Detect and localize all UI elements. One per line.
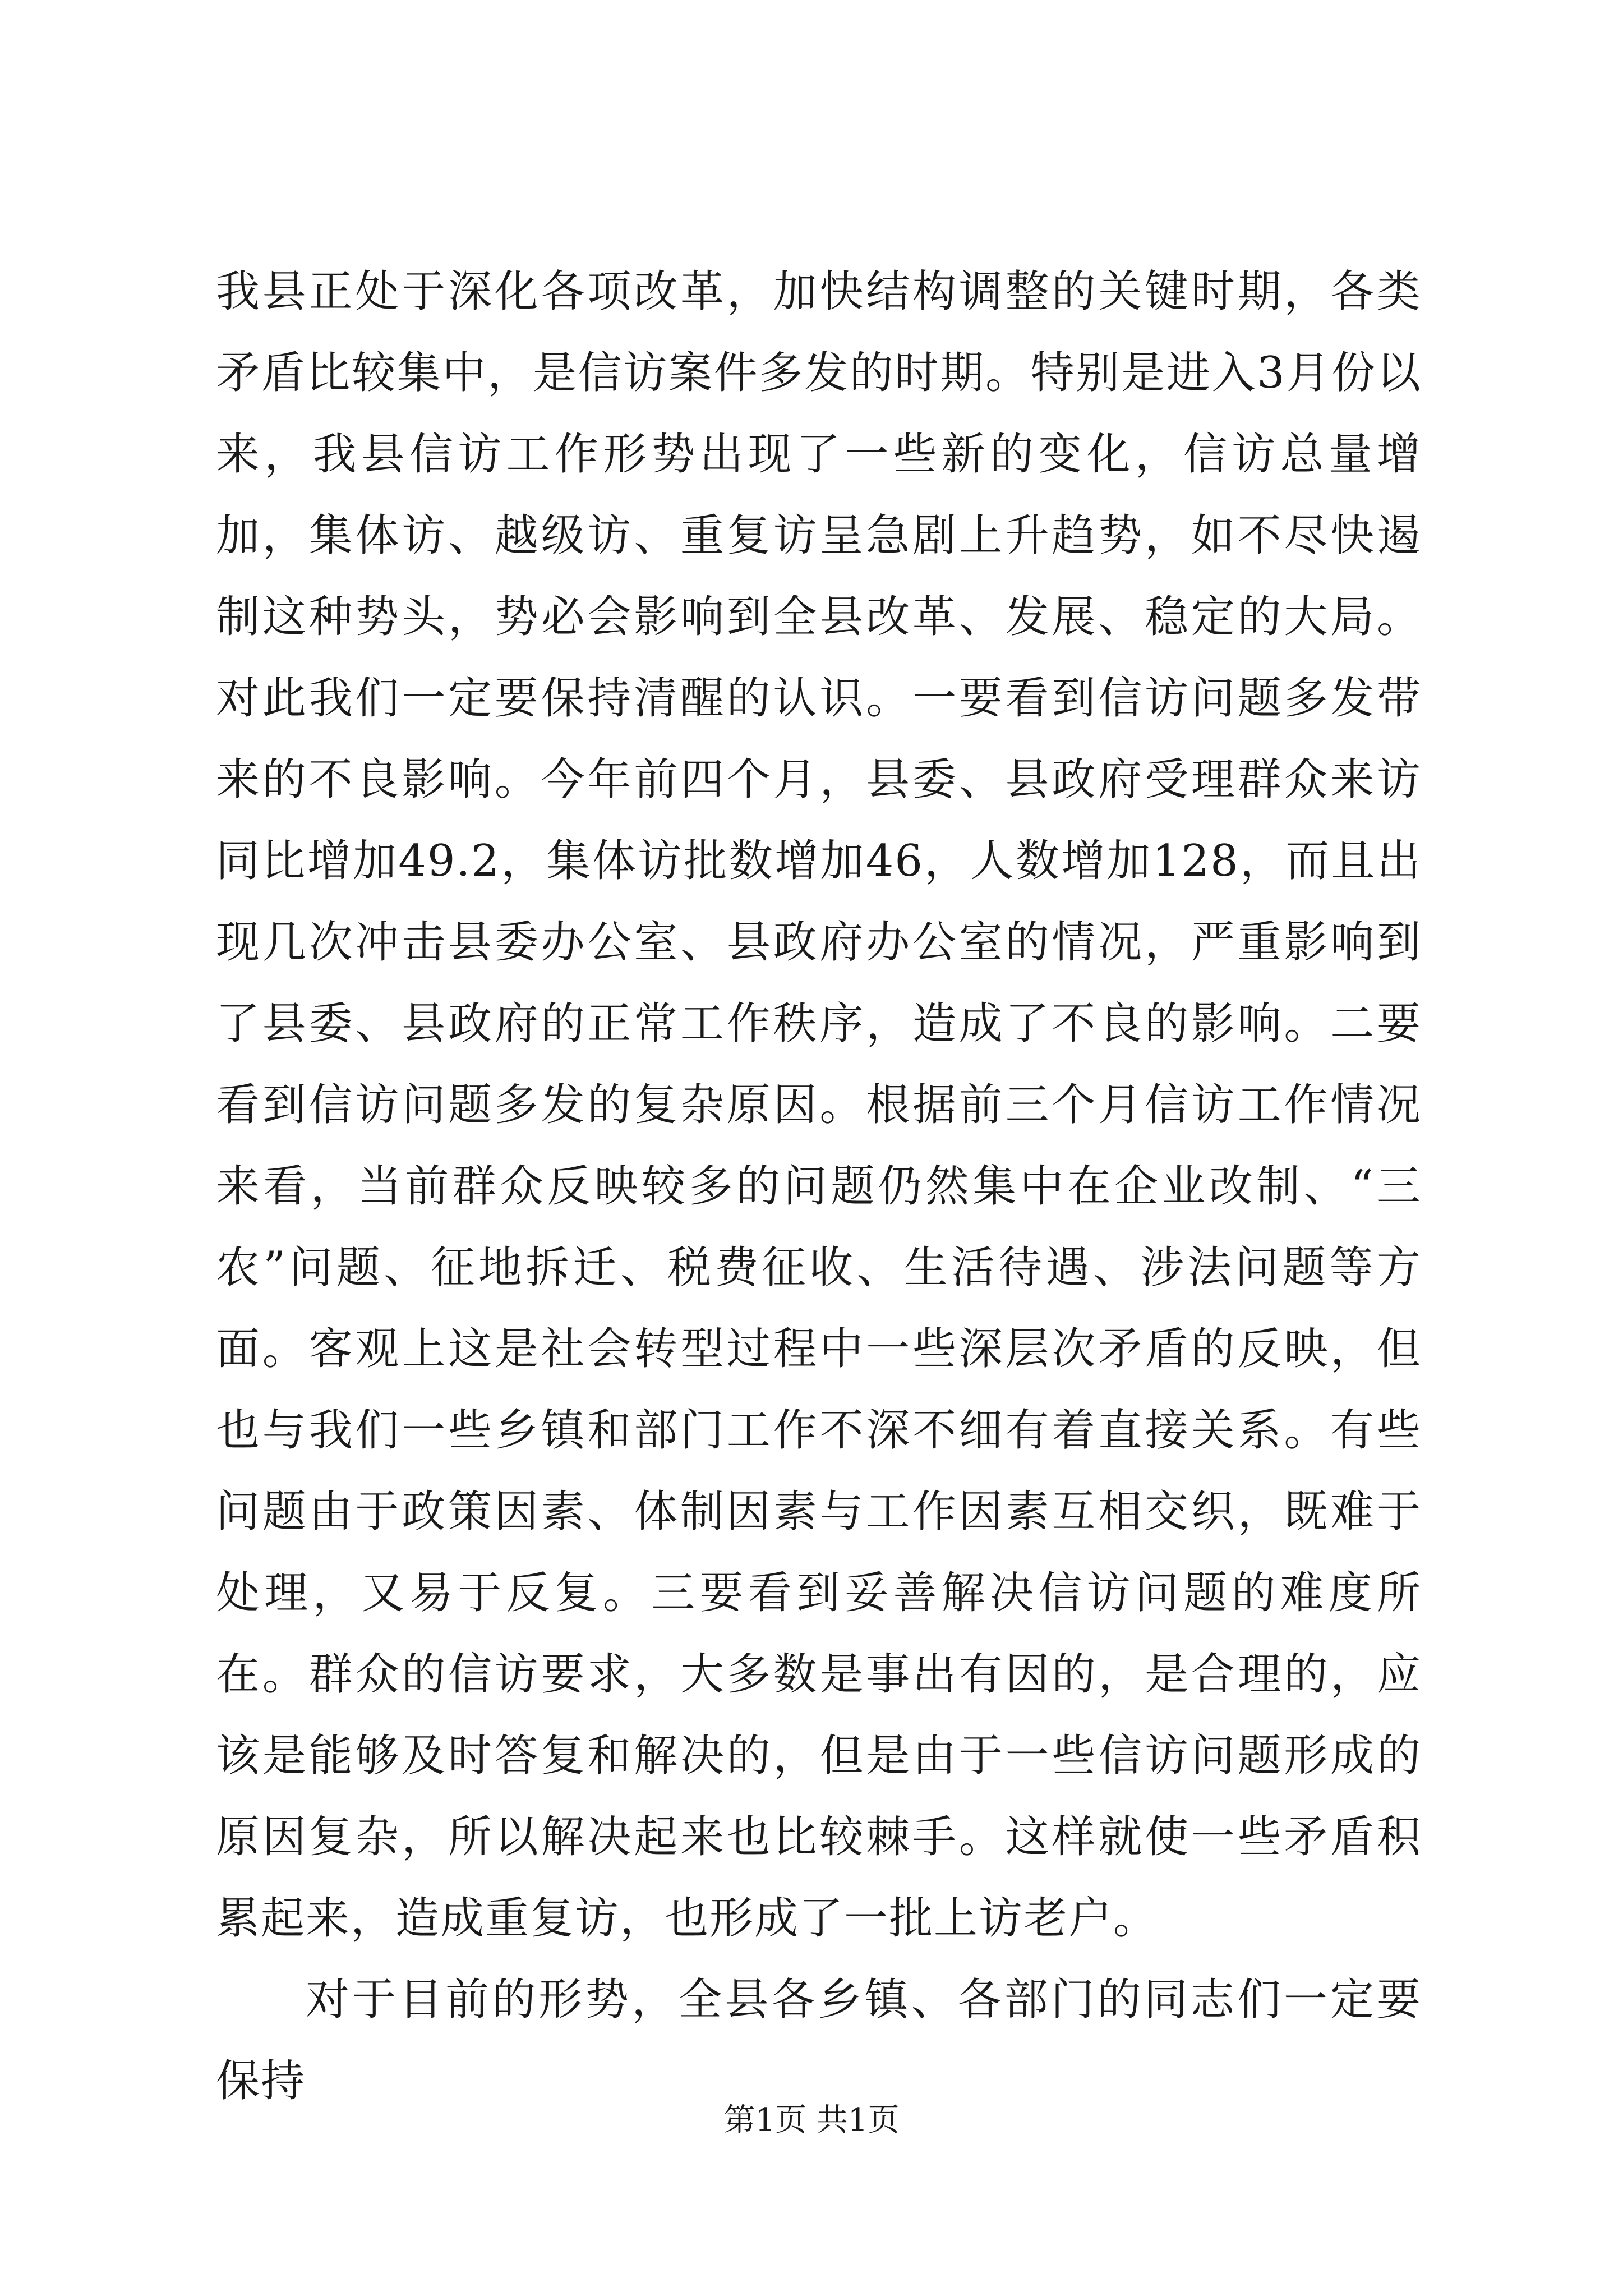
document-body — [216, 251, 1422, 2122]
paragraph-2: 对于目前的形势，全县各乡镇、各部门的同志们一定要保持 — [216, 1975, 1422, 2106]
paragraph-1: 我县正处于深化各项改革，加快结构调整的关键时期，各类矛盾比较集中，是信访案件多发的时期。特别是进入3月份以来，我县信访工作形势出现了一些新的变化，信访总量增加，集体访、越级访、重复访呈急剧上升趋势，如不尽快遏制这种势头，势必会影响到全县改革、发展、稳定的大局。对此我们一定要保持清醒的认识。一要看到信访问题多发带来的不良影响。今年前四个月，县委、县政府受理群众来访同比增加49.2，集体访批数增加46，人数增加128，而且出现几次冲击县委办公室、县政府办公室的情况，严重影响到了县委、县政府的正常工作秩序，造成了不良的影响。二要看到信访问题多发的复杂原因。根据前三个月信访工作情况来看，当前群众反映较多的问题仍然集中在企业改制、“三农”问题、征地拆迁、税费征收、生活待遇、涉法问题等方面。客观上这是社会转型过程中一些深层次矛盾的反映，但也与我们一些乡镇和部门工作不深不细有着直接关系。有些问题由于政策因素、体制因素与工作因素互相交织，既难于处理，又易于反复。三要看到妥善解决信访问题的难度所在。群众的信访要求，大多数是事出有因的，是合理的，应该是能够及时答复和解决的，但是由于一些信访问题形成的原因复杂，所以解决起来也比较棘手。这样就使一些矛盾积累起来，造成重复访，也形成了一批上访老户。 — [216, 266, 1422, 1944]
page-number-footer: 第1页 共1页 — [723, 2102, 900, 2138]
